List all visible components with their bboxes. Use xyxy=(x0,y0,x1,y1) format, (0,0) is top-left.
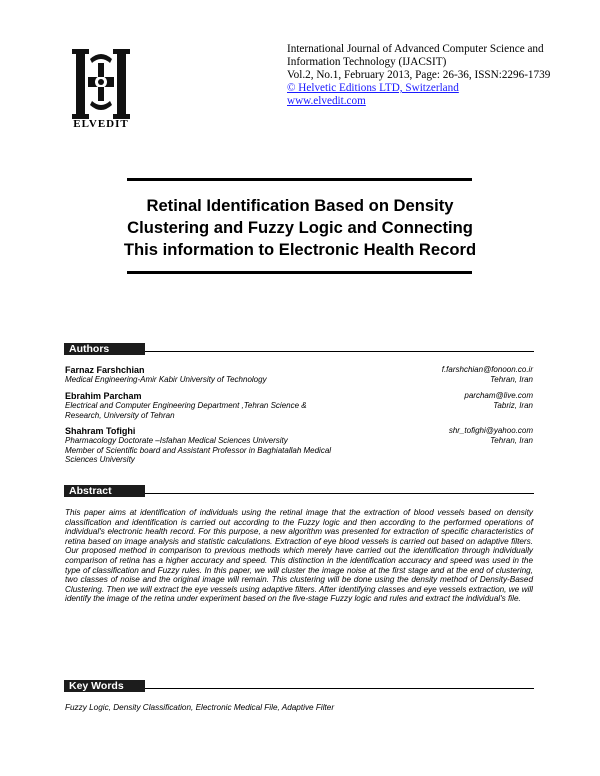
author-3-contact xyxy=(370,426,533,445)
author-1 xyxy=(65,365,365,385)
abstract-section-header xyxy=(64,481,534,497)
abstract-text: This paper aims at identification of individuals using the retinal image that the extraction of blood vessels based on density classification and identification is carried out according to the Fuzzy logic and then according to the performed operations of individual's electronic health record. For this purpose, a new algorithm was presented for extraction of specific characteristics of retina based on image analysis and statistic calculations. Extraction of eye blood vessels is carried out based on adaptive filters. Our proposed method in comparison to previous methods which merely have carried out the identification through individually comparison of retina has a higher accuracy and speed. This distinction in the identification accuracy and speed was used in the type of classification and Fuzzy rules. In this paper, we will cluster the image noise at the first stage and at the end of clustering, two classes of noise and the original image will remain. This clustering will be done using the density method of Density-Based Clustering. Then we will extract the eye vessels using adaptive filters. After identifying classes and eye vessels extraction, we will identify the image of the retina under experiment based on the five-stage Fuzzy logic and rules and extract the individual's file. xyxy=(65,508,533,604)
author-2 xyxy=(65,391,365,420)
author-2-contact xyxy=(370,391,533,410)
journal-name-line2: Information Technology (IJACSIT) xyxy=(287,56,447,68)
keywords-section-header xyxy=(64,676,534,692)
authors-section-header xyxy=(64,339,534,355)
author-affiliation: Pharmacology Doctorate –Isfahan Medical Sciences University xyxy=(65,436,288,445)
abstract-label: Abstract xyxy=(64,485,145,497)
author-affiliation: Research, University of Tehran xyxy=(65,410,175,420)
publisher-logo-text: ELVEDIT xyxy=(73,118,129,130)
author-email: shr_tofighi@yahoo.com xyxy=(448,426,533,435)
keywords-text: Fuzzy Logic, Density Classification, Electronic Medical File, Adaptive Filter xyxy=(65,703,335,712)
author-affiliation: Electrical and Computer Engineering Department ,Tehran Science & xyxy=(65,401,307,410)
website-link[interactable]: www.elvedit.com xyxy=(287,95,366,107)
journal-issue: Vol.2, No.1, February 2013, Page: 26-36, ISSN:2296-1739 xyxy=(287,69,551,81)
journal-name-line1: International Journal of Advanced Computer Science and xyxy=(287,43,544,55)
author-email: f.farshchian@fonoon.co.ir xyxy=(441,365,533,374)
author-1-contact xyxy=(370,365,533,384)
copyright-link[interactable]: © Helvetic Editions LTD, Switzerland xyxy=(287,82,459,94)
title-bottom-rule xyxy=(127,271,472,274)
title-line-1: Retinal Identification Based on Density xyxy=(146,196,454,215)
author-affiliation: Member of Scientific board and Assistant Professor in Baghiatallah Medical xyxy=(65,445,332,455)
journal-info xyxy=(287,43,577,108)
author-affiliation: Sciences University xyxy=(65,455,135,464)
author-affiliation: Medical Engineering-Amir Kabir University of Technology xyxy=(65,375,267,384)
paper-title-block xyxy=(80,195,520,261)
authors-label: Authors xyxy=(64,343,145,355)
keywords-label: Key Words xyxy=(64,680,145,692)
author-name: Shahram Tofighi xyxy=(65,426,136,436)
title-line-2: Clustering and Fuzzy Logic and Connecting xyxy=(127,218,473,237)
author-email: parcham@live.com xyxy=(464,391,533,400)
title-line-3: This information to Electronic Health Record xyxy=(123,240,477,259)
author-3 xyxy=(65,426,385,465)
author-location: Tehran, Iran xyxy=(490,435,533,445)
author-name: Ebrahim Parcham xyxy=(65,391,142,401)
author-location: Tabriz, Iran xyxy=(493,400,533,410)
author-location: Tehran, Iran xyxy=(490,374,533,384)
author-name: Farnaz Farshchian xyxy=(65,365,145,375)
title-top-rule xyxy=(127,178,472,181)
